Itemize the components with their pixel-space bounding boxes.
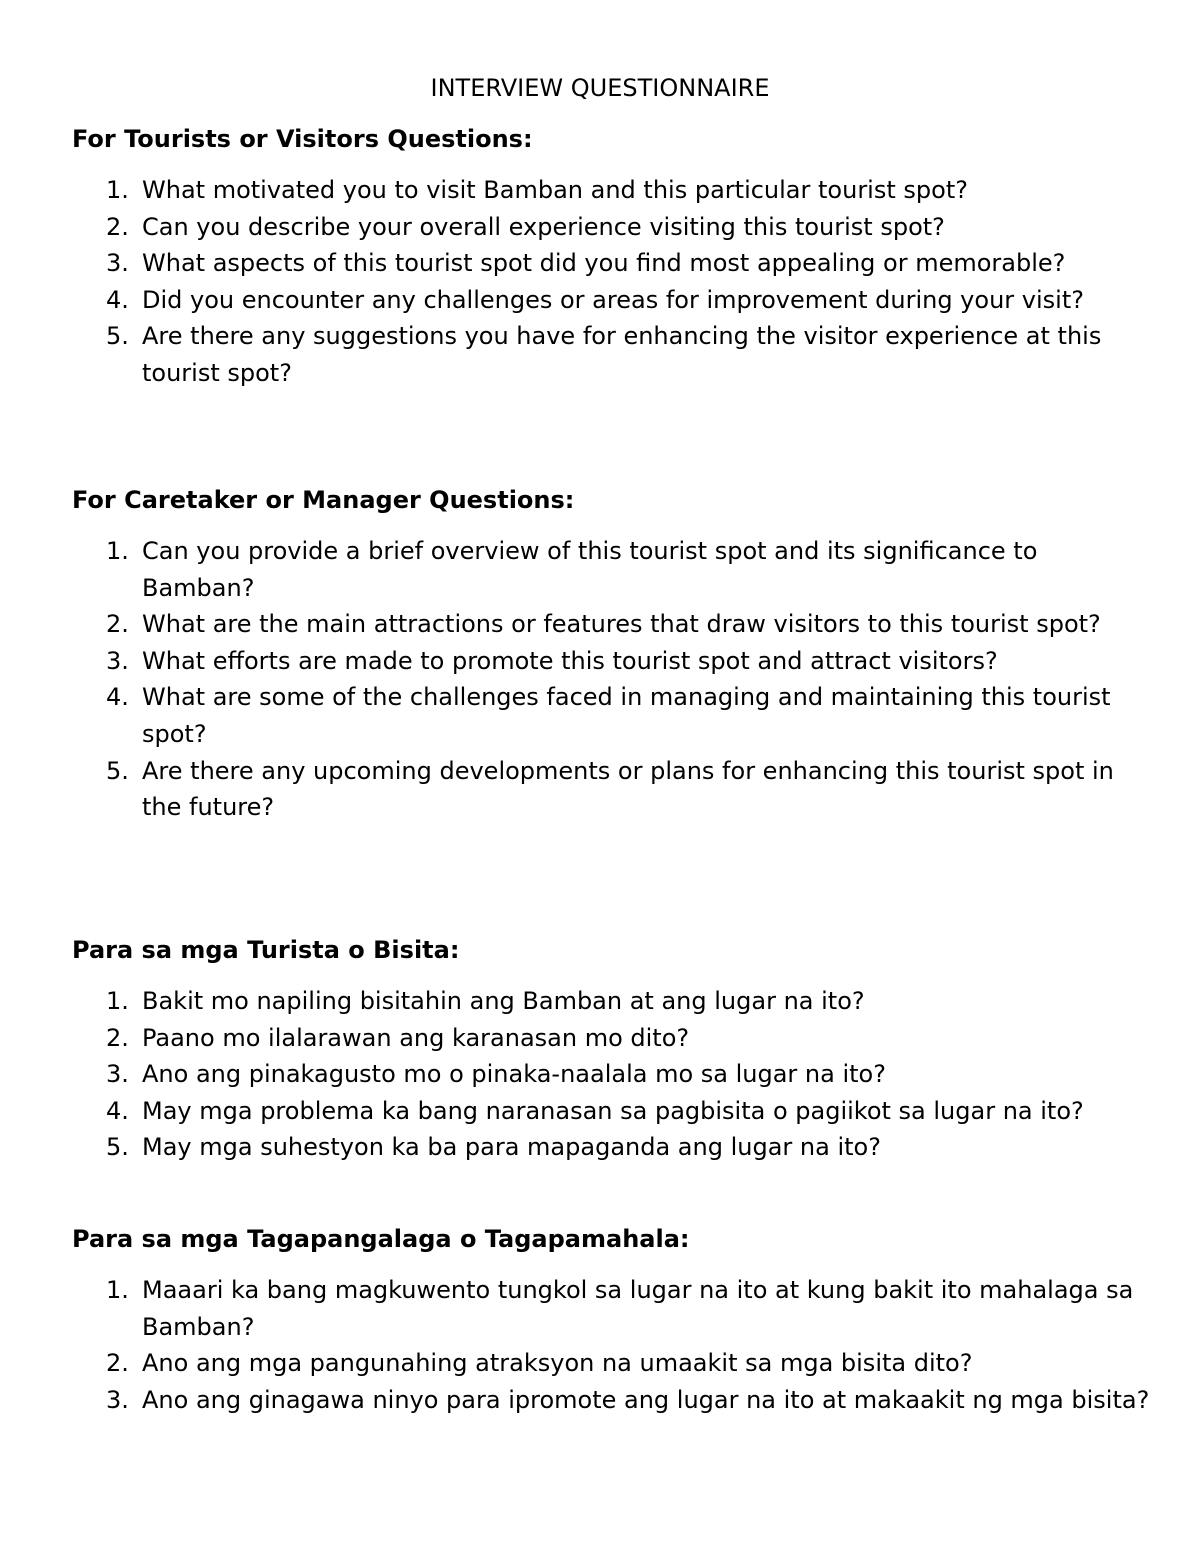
section-tourists [72,121,1152,392]
list-item [72,1345,1152,1382]
list-item [72,318,1152,391]
question-text: Ano ang pinakagusto mo o pinaka-naalala mo sa lugar na ito? [142,1060,886,1089]
item-number: 1. [106,176,129,204]
question-text: What efforts are made to promote this tourist spot and attract visitors? [142,646,998,675]
section-tagapangalaga [72,1221,1152,1418]
page-title: INTERVIEW QUESTIONNAIRE [430,74,770,102]
list-item [72,606,1152,643]
list-item [72,172,1152,209]
question-text: Bakit mo napiling bisitahin ang Bamban at ang lugar na ito? [142,987,865,1015]
item-number: 4. [106,285,129,314]
list-item [72,533,1152,606]
list-item [72,282,1152,319]
question-text: Ano ang mga pangunahing atraksyon na umaakit sa mga bisita dito? [142,1349,973,1378]
list-item [72,679,1152,752]
item-number: 2. [106,212,129,241]
list-item [72,245,1152,282]
question-text: What are the main attractions or features that draw visitors to this tourist spot? [142,610,1101,639]
question-list [72,172,1152,392]
item-number: 1. [106,1276,129,1304]
question-text: What are some of the challenges faced in managing and maintaining this tourist spot? [142,683,1111,748]
section-heading: Para sa mga Turista o Bisita: [72,936,460,964]
question-list [72,1272,1152,1418]
item-number: 3. [106,1060,129,1089]
question-text: Are there any suggestions you have for enhancing the visitor experience at this tourist spot? [142,322,1102,387]
item-number: 5. [106,756,129,785]
list-item [72,209,1152,246]
list-item [72,1382,1152,1419]
item-number: 4. [106,683,129,712]
question-text: Ano ang ginagawa ninyo para ipromote ang lugar na ito at makaakit ng mga bisita? [142,1385,1150,1414]
list-item [72,1056,1152,1093]
section-caretaker [72,482,1152,826]
question-text: Are there any upcoming developments or plans for enhancing this tourist spot in the future? [142,756,1114,822]
item-number: 2. [106,1023,129,1052]
question-text: Can you describe your overall experience visiting this tourist spot? [142,212,945,241]
section-heading: Para sa mga Tagapangalaga o Tagapamahala: [72,1225,690,1253]
item-number: 5. [106,1133,129,1162]
section-turista [72,932,1152,1166]
list-item [72,1272,1152,1345]
item-number: 2. [106,1349,129,1378]
question-text: May mga problema ka bang naranasan sa pagbisita o pagiikot sa lugar na ito? [142,1096,1084,1125]
list-item [72,1129,1152,1166]
question-list [72,533,1152,826]
question-text: What aspects of this tourist spot did you find most appealing or memorable? [142,249,1066,278]
question-text: Can you provide a brief overview of this tourist spot and its significance to Bamban? [142,537,1038,602]
item-number: 5. [106,322,129,351]
item-number: 3. [106,1385,129,1414]
item-number: 1. [106,987,129,1015]
question-text: Maaari ka bang magkuwento tungkol sa lugar na ito at kung bakit ito mahalaga sa Bamban? [142,1276,1134,1341]
list-item [72,983,1152,1020]
list-item [72,753,1152,826]
list-item [72,643,1152,680]
question-text: Did you encounter any challenges or areas for improvement during your visit? [142,285,1084,314]
item-number: 3. [106,646,129,675]
question-list [72,983,1152,1166]
question-text: Paano mo ilalarawan ang karanasan mo dito? [142,1023,690,1052]
question-text: What motivated you to visit Bamban and this particular tourist spot? [142,176,968,204]
item-number: 1. [106,537,129,565]
section-heading: For Caretaker or Manager Questions: [72,486,575,514]
question-text: May mga suhestyon ka ba para mapaganda ang lugar na ito? [142,1133,881,1162]
item-number: 4. [106,1096,129,1125]
section-heading: For Tourists or Visitors Questions: [72,125,533,153]
list-item [72,1093,1152,1130]
item-number: 2. [106,610,129,639]
item-number: 3. [106,249,129,278]
list-item [72,1020,1152,1057]
